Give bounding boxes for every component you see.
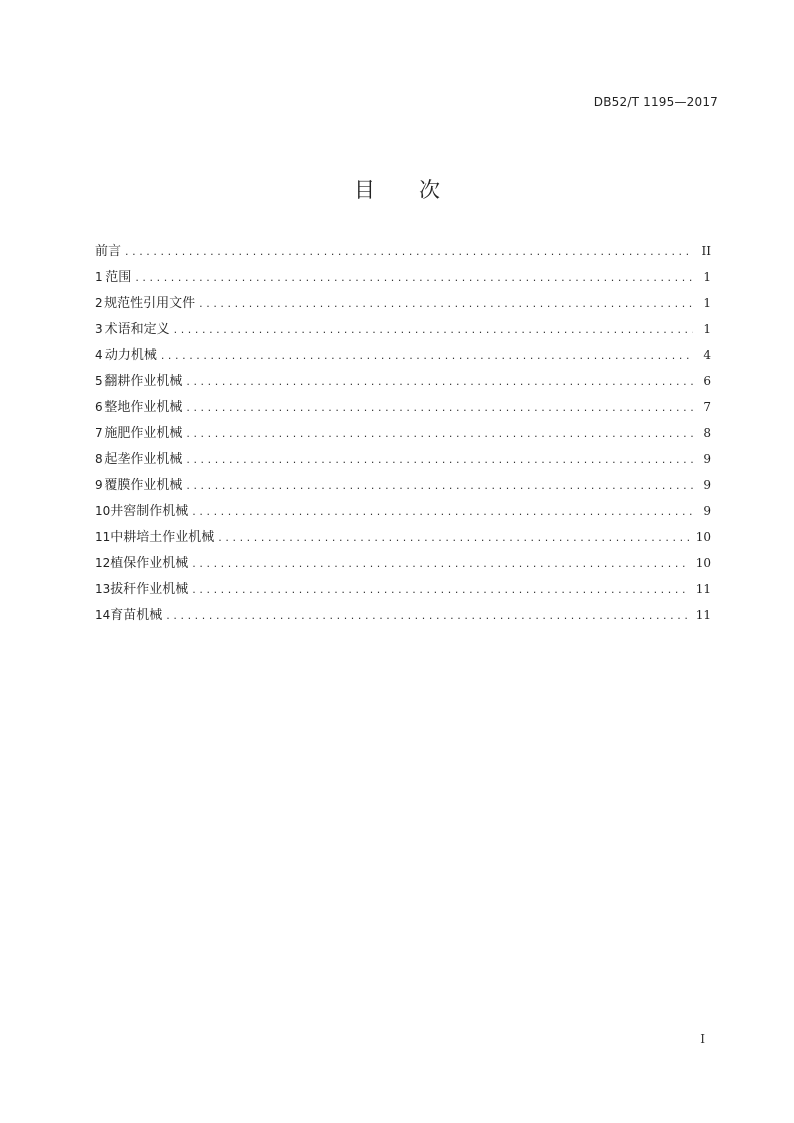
toc-leader-dots: [161, 343, 693, 369]
toc-label: 术语和定义: [104, 322, 170, 337]
toc-label: 拔秆作业机械: [110, 582, 189, 597]
toc-leader-dots: [199, 291, 693, 317]
toc-label: 前言: [95, 244, 122, 259]
toc-number: 3: [95, 322, 103, 336]
toc-page-number: 9: [703, 504, 711, 518]
toc-leader-dots: [186, 473, 693, 499]
toc-number: 4: [95, 348, 103, 362]
toc-number: 14: [95, 608, 111, 622]
toc-page-number: 9: [703, 478, 711, 492]
toc-page-number: 7: [703, 400, 711, 414]
toc-leader-dots: [192, 551, 689, 577]
toc-entry-9[interactable]: [95, 472, 711, 498]
toc-page-number: 11: [695, 608, 711, 622]
toc-leader-dots: [186, 421, 693, 447]
toc-leader-dots: [186, 395, 693, 421]
toc-number: 11: [95, 530, 111, 544]
toc-label: 翻耕作业机械: [104, 374, 183, 389]
toc-label: 起垄作业机械: [104, 452, 183, 467]
toc-page-number: 1: [703, 322, 711, 336]
toc-entry-7[interactable]: [95, 420, 711, 446]
toc-page-number: 1: [703, 296, 711, 310]
toc-number: 6: [95, 400, 103, 414]
toc-entry-10[interactable]: [95, 498, 711, 524]
toc-entry-3[interactable]: [95, 316, 711, 342]
toc-number: 13: [95, 582, 111, 596]
toc-entry-13[interactable]: [95, 576, 711, 602]
toc-label: 中耕培土作业机械: [110, 530, 215, 545]
title-char-1: 目: [354, 178, 375, 202]
toc-label: 规范性引用文件: [104, 296, 196, 311]
toc-number: 1: [95, 270, 103, 284]
toc-entry-6[interactable]: [95, 394, 711, 420]
toc-entry-12[interactable]: [95, 550, 711, 576]
toc-page-number: 9: [703, 452, 711, 466]
toc-page-number: 10: [695, 556, 711, 570]
toc-label: 植保作业机械: [110, 556, 189, 571]
toc-page-number: 11: [695, 582, 711, 596]
toc-label: 井窖制作机械: [110, 504, 189, 519]
toc-page-number: II: [701, 244, 711, 258]
table-of-contents: [95, 238, 711, 628]
toc-entry-14[interactable]: [95, 602, 711, 628]
toc-leader-dots: [186, 447, 693, 473]
toc-page-number: 4: [703, 348, 711, 362]
toc-page-number: 1: [703, 270, 711, 284]
toc-leader-dots: [192, 577, 689, 603]
toc-page-number: 10: [695, 530, 711, 544]
toc-number: 8: [95, 452, 103, 466]
toc-number: 9: [95, 478, 103, 492]
toc-leader-dots: [125, 239, 693, 265]
toc-label: 范围: [105, 270, 132, 285]
toc-label: 覆膜作业机械: [104, 478, 183, 493]
toc-label: 施肥作业机械: [104, 426, 183, 441]
toc-entry-1[interactable]: [95, 264, 711, 290]
toc-leader-dots: [174, 317, 693, 343]
toc-label: 育苗机械: [110, 608, 163, 623]
toc-entry-2[interactable]: [95, 290, 711, 316]
document-code: DB52/T 1195—2017: [593, 95, 718, 109]
toc-number: 2: [95, 296, 103, 310]
toc-number: 5: [95, 374, 103, 388]
toc-entry-11[interactable]: [95, 524, 711, 550]
toc-leader-dots: [186, 369, 693, 395]
toc-leader-dots: [135, 265, 693, 291]
toc-entry-4[interactable]: [95, 342, 711, 368]
toc-number: 10: [95, 504, 111, 518]
toc-leader-dots: [192, 499, 693, 525]
toc-label: 整地作业机械: [104, 400, 183, 415]
title-char-2: 次: [419, 178, 440, 202]
toc-entry-8[interactable]: [95, 446, 711, 472]
toc-number: 12: [95, 556, 111, 570]
toc-label: 动力机械: [104, 348, 157, 363]
footer-page-number: I: [700, 1032, 705, 1046]
toc-entry-foreword[interactable]: [95, 238, 711, 264]
toc-number: 7: [95, 426, 103, 440]
toc-page-number: 6: [703, 374, 711, 388]
page-title: [0, 174, 794, 204]
toc-entry-5[interactable]: [95, 368, 711, 394]
toc-page-number: 8: [703, 426, 711, 440]
toc-leader-dots: [166, 603, 689, 629]
toc-leader-dots: [218, 525, 689, 551]
